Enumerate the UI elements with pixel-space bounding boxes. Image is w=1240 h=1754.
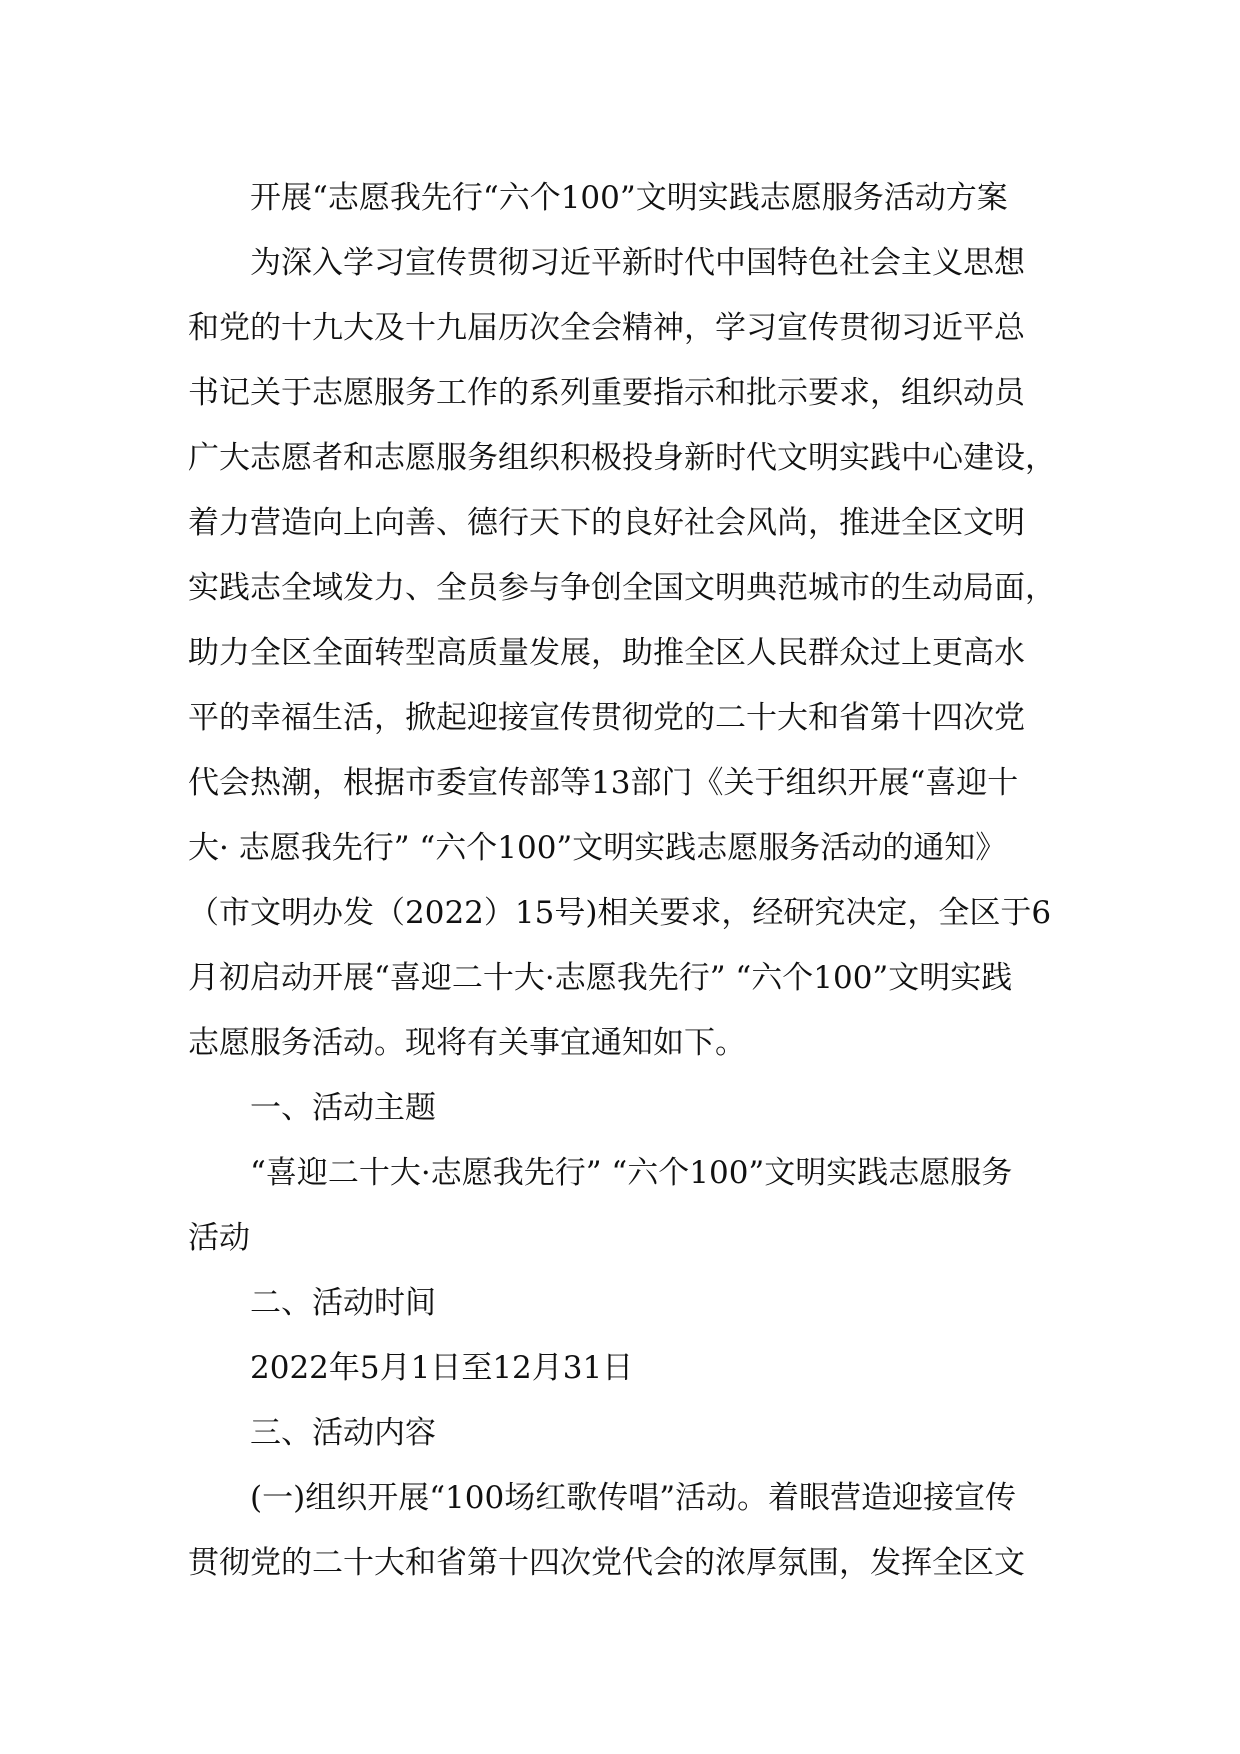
intro-line: 月初启动开展“喜迎二十大·志愿我先行” “六个100”文明实践	[188, 960, 1013, 996]
section-body-line: 活动	[188, 1220, 250, 1256]
intro-line: 和党的十九大及十九届历次全会精神，学习宣传贯彻习近平总	[188, 310, 1025, 346]
content-item-line: 贯彻党的二十大和省第十四次党代会的浓厚氛围，发挥全区文	[188, 1545, 1025, 1581]
intro-line: 志愿服务活动。现将有关事宜通知如下。	[188, 1025, 746, 1061]
section-body-line: “喜迎二十大·志愿我先行” “六个100”文明实践志愿服务	[250, 1155, 1013, 1191]
intro-line: 实践志全域发力、全员参与争创全国文明典范城市的生动局面，	[188, 570, 1056, 606]
intro-line: 广大志愿者和志愿服务组织积极投身新时代文明实践中心建设，	[188, 440, 1056, 476]
intro-line: （市文明办发（2022）15号)相关要求，经研究决定，全区于6	[188, 895, 1052, 931]
intro-line: 代会热潮，根据市委宣传部等13部门《关于组织开展“喜迎十	[188, 765, 1019, 801]
intro-line: 为深入学习宣传贯彻习近平新时代中国特色社会主义思想	[250, 245, 1025, 281]
section-heading-time: 二、活动时间	[250, 1285, 436, 1321]
document-title: 开展“志愿我先行“六个100”文明实践志愿服务活动方案	[250, 180, 1008, 216]
content-item-line: (一)组织开展“100场红歌传唱”活动。着眼营造迎接宣传	[250, 1480, 1017, 1516]
intro-line: 着力营造向上向善、德行天下的良好社会风尚，推进全区文明	[188, 505, 1025, 541]
intro-line: 助力全区全面转型高质量发展，助推全区人民群众过上更高水	[188, 635, 1025, 671]
document-body	[188, 166, 1088, 1596]
intro-line: 大· 志愿我先行” “六个100”文明实践志愿服务活动的通知》	[188, 830, 1007, 866]
section-heading-theme: 一、活动主题	[250, 1090, 436, 1126]
intro-line: 书记关于志愿服务工作的系列重要指示和批示要求，组织动员	[188, 375, 1025, 411]
intro-line: 平的幸福生活，掀起迎接宣传贯彻党的二十大和省第十四次党	[188, 700, 1025, 736]
section-body-date: 2022年5月1日至12月31日	[250, 1350, 634, 1386]
section-heading-content: 三、活动内容	[250, 1415, 436, 1451]
